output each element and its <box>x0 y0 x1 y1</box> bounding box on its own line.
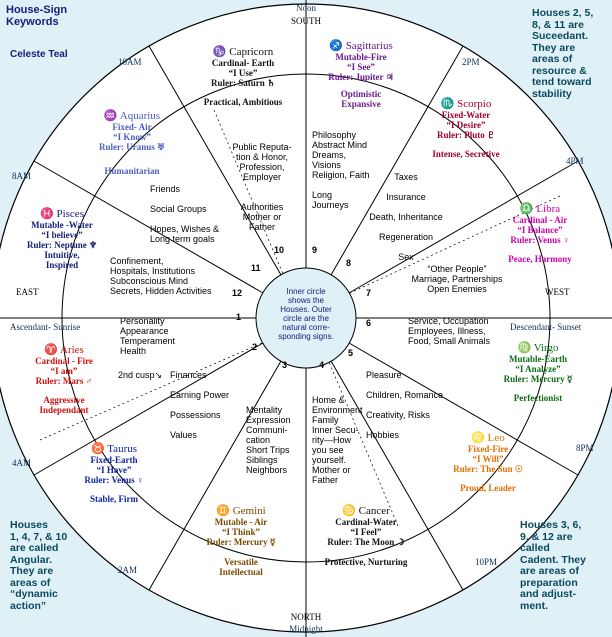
label-ascendant: Ascendant- Sunrise <box>10 322 81 332</box>
house-10-keywords: Public Reputa- tion & Honor, Profession, Employer Authorities Mother or Father <box>232 142 292 232</box>
house-11-keywords: Friends Social Groups Hopes, Wishes & Long term goals <box>150 184 220 244</box>
capricorn-motto: “I Use” <box>228 68 258 78</box>
house-1-cusp-note: 2nd cusp↘ <box>118 370 163 380</box>
aries-name: Aries <box>60 344 84 356</box>
pisces-name: Pisces <box>56 208 84 220</box>
house-number-10: 10 <box>274 245 285 255</box>
house-3-keywords: Mentality Expression Communi- cation Short Trips Siblings Neighbors <box>246 405 291 475</box>
house-6-keywords: Service, Occupation Employees, Illness, Food, Small Animals <box>408 316 491 346</box>
house-number-5: 5 <box>348 348 354 358</box>
leo-traits: Proud, Leader <box>460 483 516 493</box>
time-8am: 8AM <box>12 171 32 181</box>
sagittarius-glyph-icon: ♐ <box>329 40 343 52</box>
time-10am: 10AM <box>118 57 142 67</box>
cancer-glyph-icon: ♋ <box>342 505 356 517</box>
cancer-traits: Protective, Nurturing <box>324 557 408 567</box>
sign-gemini <box>186 505 296 577</box>
libra-glyph-icon: ♎ <box>519 203 534 215</box>
virgo-mode: Mutable-Earth <box>509 354 567 364</box>
cancer-ruler: Ruler: The Moon ☽ <box>327 537 405 547</box>
house-1-keywords: Personality Appearance Temperament Health <box>120 316 176 356</box>
house-number-1: 1 <box>236 312 242 322</box>
aries-motto: “I am” <box>50 366 78 376</box>
gemini-traits: Versatile Intellectual <box>219 557 263 577</box>
gemini-name: Gemini <box>232 505 266 517</box>
sagittarius-ruler: Ruler: Jupiter ♃ <box>328 72 394 82</box>
house-5-keywords: Pleasure Children, Romance Creativity, Risks Hobbies <box>366 370 444 440</box>
libra-name: Libra <box>536 203 561 215</box>
virgo-motto: “I Analyze” <box>515 364 561 374</box>
pisces-ruler: Ruler: Neptune ♆ <box>26 240 98 250</box>
virgo-traits: Perfectionist <box>513 393 563 403</box>
diagram-title: House-Sign Keywords <box>6 4 68 28</box>
libra-mode: Cardinal - Air <box>512 215 568 225</box>
virgo-name: Virgo <box>533 342 559 354</box>
leo-ruler: Ruler: The Sun ☉ <box>453 464 523 474</box>
gemini-ruler: Ruler: Mercury ☿ <box>206 537 276 547</box>
house-8-keywords: Taxes Insurance Death, Inheritance Regeneration Sex <box>369 172 443 262</box>
sign-sagittarius <box>306 40 416 109</box>
author-name: Celeste Teal <box>10 49 68 60</box>
sagittarius-motto: “I See” <box>347 62 375 72</box>
gemini-glyph-icon: ♊ <box>216 505 230 517</box>
taurus-glyph-icon: ♉ <box>90 443 105 455</box>
note-angular: Houses 1, 4, 7, & 10 are called Angular. They are areas of “dynamic action” <box>10 519 68 612</box>
house-7-keywords: “Other People” Marriage, Partnerships Open Enemies <box>411 264 503 294</box>
leo-motto: “I Will” <box>472 454 504 464</box>
time-8pm: 8PM <box>576 443 594 453</box>
leo-glyph-icon: ♌ <box>471 432 485 444</box>
aquarius-mode: Fixed- Air <box>112 122 152 132</box>
aquarius-name: Aquarius <box>119 110 161 122</box>
pisces-traits: Intuitive, Inspired <box>44 250 80 270</box>
house-number-9: 9 <box>312 245 318 255</box>
aries-mode: Cardinal - Fire <box>35 356 93 366</box>
house-number-8: 8 <box>346 258 352 268</box>
aries-traits: Aggressive Independant <box>39 395 89 415</box>
scorpio-glyph-icon: ♏ <box>440 98 455 110</box>
label-north: NORTH <box>290 612 322 622</box>
aquarius-traits: Humanitarian <box>104 166 160 176</box>
taurus-name: Taurus <box>107 443 138 455</box>
aquarius-glyph-icon: ♒ <box>103 110 118 122</box>
sign-aries <box>16 344 112 415</box>
time-4pm: 4PM <box>566 156 584 166</box>
house-number-2: 2 <box>252 342 258 352</box>
house-12-keywords: Confinement, Hospitals, Institutions Subconscious Mind Secrets, Hidden Activities <box>110 256 212 296</box>
label-west: WEST <box>545 287 570 297</box>
label-east: EAST <box>16 287 39 297</box>
sign-virgo <box>488 342 588 403</box>
pisces-glyph-icon: ♓ <box>40 208 54 220</box>
scorpio-mode: Fixed-Water <box>441 110 491 120</box>
house-number-12: 12 <box>232 288 243 298</box>
gemini-mode: Mutable - Air <box>214 517 268 527</box>
leo-mode: Fixed-Fire <box>467 444 509 454</box>
sign-capricorn <box>180 46 306 107</box>
scorpio-ruler: Ruler: Pluto ♇ <box>436 130 496 140</box>
label-south: SOUTH <box>290 16 321 26</box>
label-noon: Noon <box>296 3 316 13</box>
house-2-keywords: Finances Earning Power Possessions Values <box>170 370 230 440</box>
center-note: Inner circle shows the Houses. Outer circle are the natural corre- sponding signs. <box>278 287 334 341</box>
sagittarius-traits: Optimistic Expansive <box>340 89 382 109</box>
aquarius-ruler: Ruler: Uranus ♅ <box>98 142 166 152</box>
cancer-mode: Cardinal-Water <box>335 517 397 527</box>
sign-pisces <box>12 208 112 270</box>
note-succedent: Houses 2, 5, 8, & 11 are Suceedant. They are areas of resource & tend toward stability <box>532 7 594 100</box>
sagittarius-mode: Mutable-Fire <box>335 52 387 62</box>
time-2am: 2AM <box>118 565 138 575</box>
note-cadent: Houses 3, 6, 9, & 12 are called Cadent. They are areas of preparation and adjust- ment. <box>520 519 586 612</box>
scorpio-name: Scorpio <box>457 98 492 110</box>
taurus-ruler: Ruler: Venus ♀ <box>84 475 144 485</box>
pisces-mode: Mutable -Water <box>31 220 93 230</box>
leo-name: Leo <box>487 432 505 444</box>
label-descendant: Descendant- Sunset <box>510 322 582 332</box>
aries-ruler: Ruler: Mars ♂ <box>35 376 93 386</box>
libra-traits: Peace, Harmony <box>508 254 572 264</box>
sagittarius-name: Sagittarius <box>345 40 393 52</box>
cancer-name: Cancer <box>358 505 390 517</box>
house-number-7: 7 <box>366 288 372 298</box>
sign-libra <box>490 203 590 264</box>
virgo-ruler: Ruler: Mercury ☿ <box>503 374 573 384</box>
taurus-traits: Stable, Firm <box>90 494 138 504</box>
virgo-glyph-icon: ♍ <box>517 342 532 354</box>
capricorn-glyph-icon: ♑ <box>212 46 227 58</box>
sign-leo <box>440 432 536 493</box>
house-number-4: 4 <box>319 360 325 370</box>
sign-aquarius <box>82 110 182 176</box>
capricorn-mode: Cardinal- Earth <box>211 58 275 68</box>
capricorn-traits: Practical, Ambitious <box>203 97 283 107</box>
capricorn-ruler: Ruler: Saturn ♄ <box>210 78 276 88</box>
sign-taurus <box>66 443 162 504</box>
house-number-3: 3 <box>282 360 288 370</box>
house-number-11: 11 <box>251 263 261 273</box>
time-2pm: 2PM <box>462 57 480 67</box>
taurus-motto: “I Have” <box>96 465 132 475</box>
house-9-keywords: Philosophy Abstract Mind Dreams, Visions Religion, Faith Long Journeys <box>312 130 370 210</box>
house-4-keywords: Home & Environment Family Inner Secu- rity—How you see yourself. Mother or Father <box>312 395 363 485</box>
libra-motto: “I Balance” <box>517 225 563 235</box>
label-midnight: Midnight <box>289 624 323 634</box>
gemini-motto: “I Think” <box>221 527 261 537</box>
time-4am: 4AM <box>12 458 32 468</box>
house-number-6: 6 <box>366 318 372 328</box>
libra-ruler: Ruler: Venus ♀ <box>510 235 570 245</box>
sign-scorpio <box>416 98 516 159</box>
aries-glyph-icon: ♈ <box>44 344 58 356</box>
pisces-motto: “I believe” <box>41 230 83 240</box>
taurus-mode: Fixed-Earth <box>90 455 138 465</box>
scorpio-motto: “I Desire” <box>446 120 486 130</box>
time-10pm: 10PM <box>475 557 498 567</box>
sign-cancer <box>306 505 426 567</box>
scorpio-traits: Intense, Secretive <box>432 149 500 159</box>
cancer-motto: “I Feel” <box>350 527 382 537</box>
aquarius-motto: “I Know” <box>113 132 151 142</box>
capricorn-name: Capricorn <box>229 46 274 58</box>
